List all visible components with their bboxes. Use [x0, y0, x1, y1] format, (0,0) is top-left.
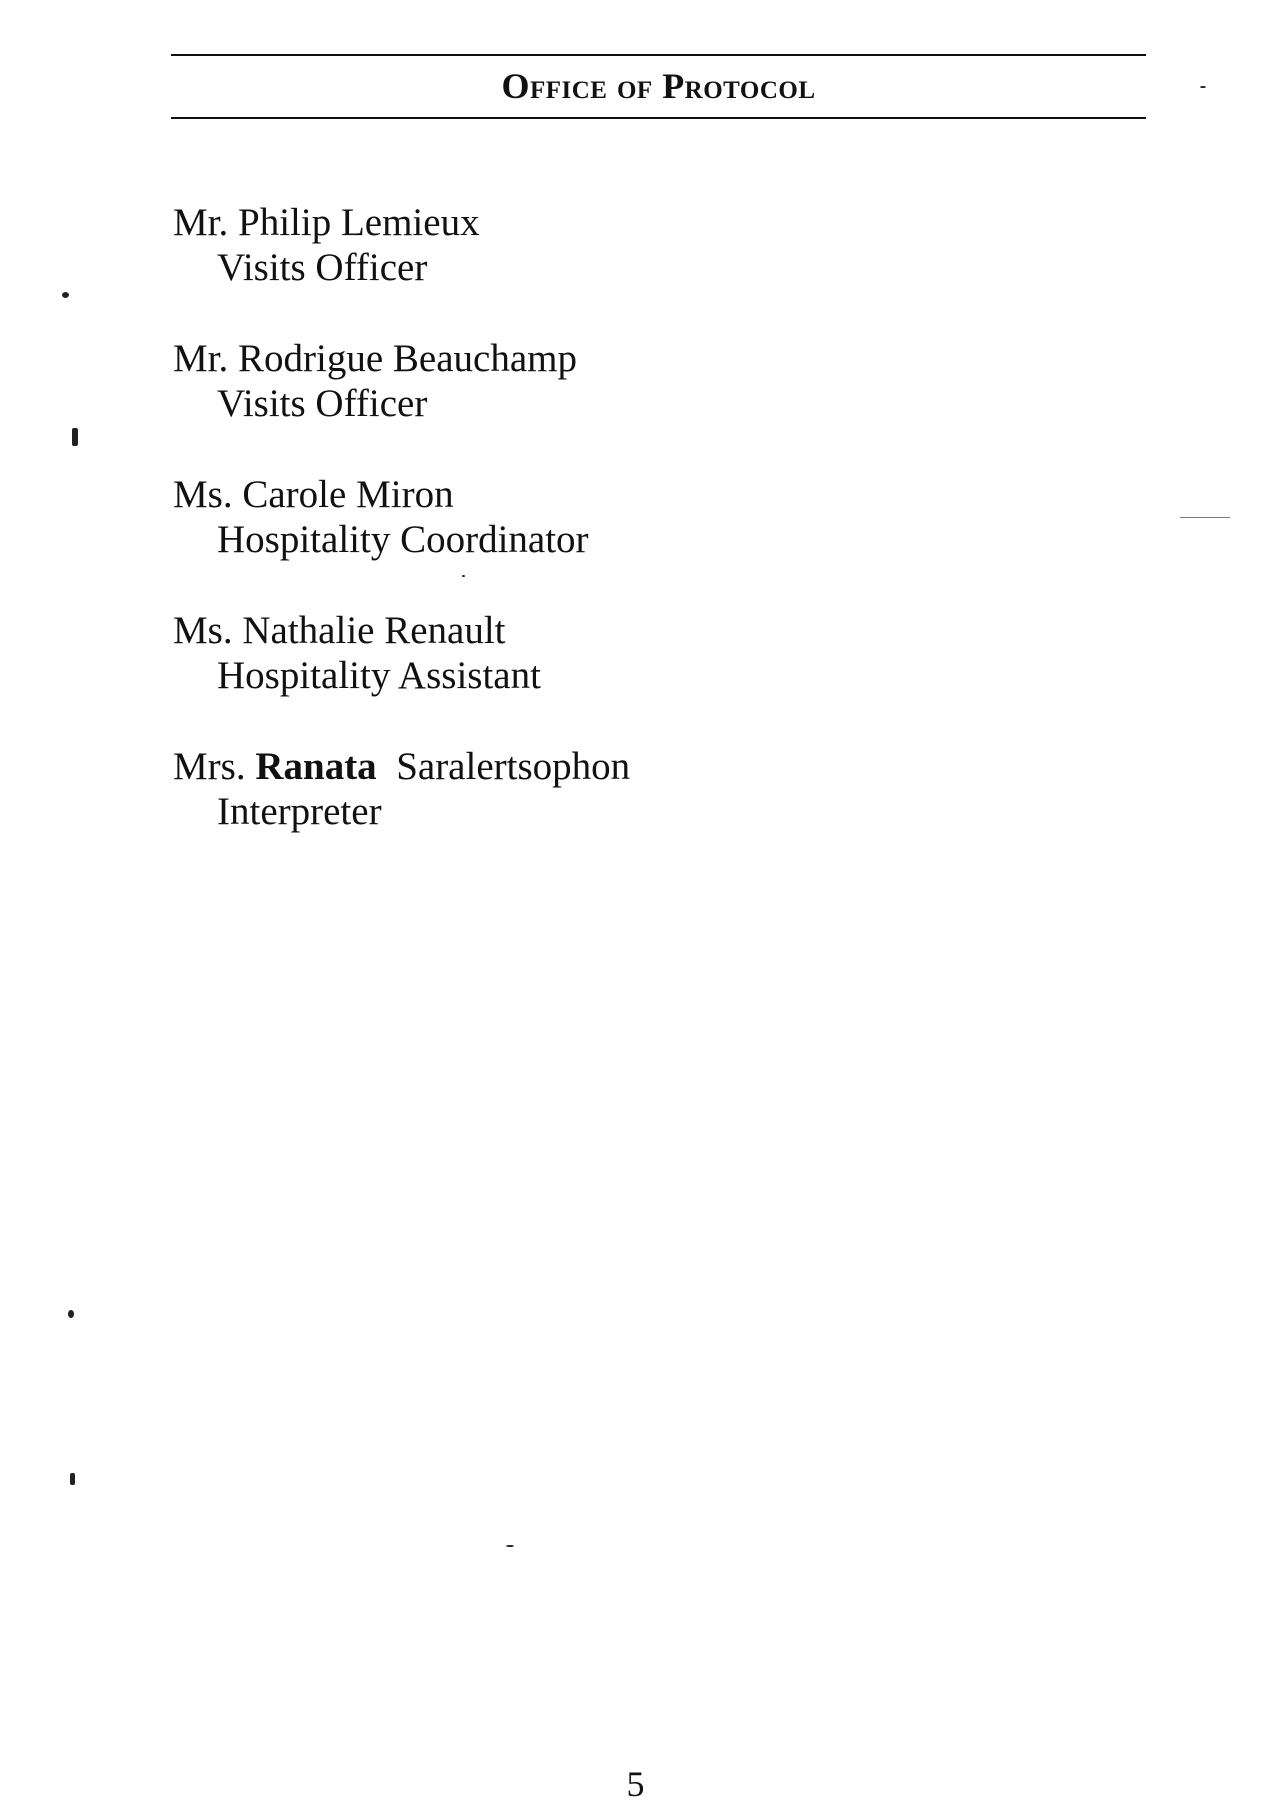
- staff-title: Hospitality Assistant: [217, 654, 541, 697]
- name-prefix: Mrs.: [173, 745, 246, 788]
- staff-name: [173, 200, 1073, 245]
- page-number: 5: [626, 1764, 645, 1804]
- staff-name: [173, 744, 1073, 789]
- person-name-bold: Ranata: [255, 745, 377, 788]
- name-prefix: Ms.: [173, 473, 233, 516]
- person-name: Philip Lemieux: [238, 201, 480, 244]
- name-prefix: Ms.: [173, 609, 233, 652]
- person-name: Rodrigue Beauchamp: [238, 337, 577, 380]
- person-name: Carole Miron: [242, 473, 454, 516]
- name-prefix: Mr.: [173, 337, 229, 380]
- staff-name: [173, 336, 1073, 381]
- header-rule-bottom: [171, 117, 1146, 119]
- staff-entry: [173, 336, 1073, 426]
- scan-speck: [62, 292, 69, 298]
- page-title: Office of Protocol: [501, 66, 816, 106]
- person-name: Saralertsophon: [396, 745, 631, 788]
- staff-title: Visits Officer: [217, 382, 428, 425]
- scan-speck: [1180, 517, 1230, 518]
- person-name: Nathalie Renault: [242, 609, 506, 652]
- scan-speck: [462, 575, 465, 577]
- scan-speck: [70, 1473, 75, 1485]
- staff-list: [173, 200, 1073, 880]
- staff-name: [173, 608, 1073, 653]
- scan-speck: [1200, 86, 1206, 88]
- staff-title: Interpreter: [217, 790, 382, 833]
- scan-speck: [68, 1310, 74, 1318]
- scan-speck: [72, 428, 78, 446]
- staff-entry: [173, 744, 1073, 834]
- name-prefix: Mr.: [173, 201, 229, 244]
- staff-entry: [173, 200, 1073, 290]
- staff-entry: [173, 608, 1073, 698]
- staff-entry: [173, 472, 1073, 562]
- staff-title: Hospitality Coordinator: [217, 518, 589, 561]
- scan-speck: [506, 1545, 514, 1547]
- staff-name: [173, 472, 1073, 517]
- header-rule-top: [171, 54, 1146, 56]
- staff-title: Visits Officer: [217, 246, 428, 289]
